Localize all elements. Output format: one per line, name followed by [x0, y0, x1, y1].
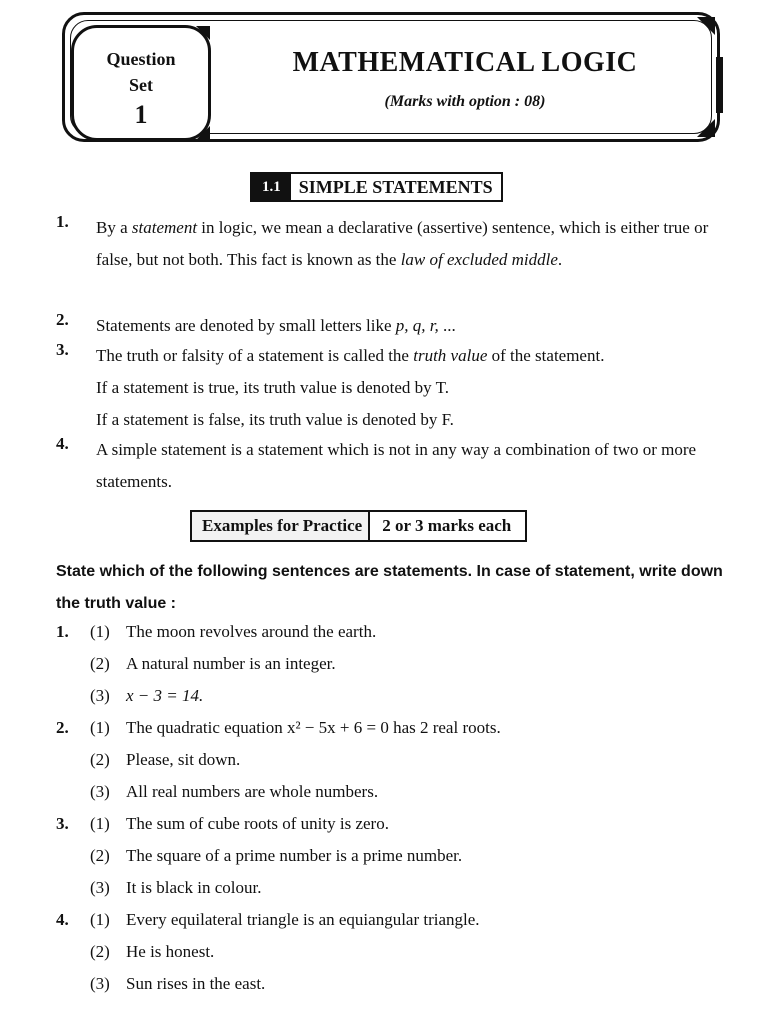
point-number: 1.	[56, 212, 69, 231]
section-title: SIMPLE STATEMENTS	[298, 177, 493, 197]
item-text: It is black in colour.	[126, 878, 262, 897]
exercise-item	[56, 616, 736, 648]
item-label: (1)	[90, 622, 110, 641]
section-number: 1.1	[252, 174, 291, 200]
exercise-instruction: State which of the following sentences are statements. In case of statement, write down the truth value :	[56, 563, 723, 612]
item-text: He is honest.	[126, 942, 215, 961]
exercise-item	[56, 904, 736, 936]
item-text: The quadratic equation x² − 5x + 6 = 0 has 2 real roots.	[126, 718, 501, 737]
item-text: Sun rises in the east.	[126, 974, 266, 993]
exercise-item	[56, 680, 736, 712]
item-label: (3)	[90, 974, 110, 993]
exercise-group	[56, 616, 736, 712]
item-text: Please, sit down.	[126, 750, 241, 769]
item-label: (2)	[90, 942, 110, 961]
item-label: (2)	[90, 654, 110, 673]
exercise-item	[56, 776, 736, 808]
section-heading	[250, 172, 503, 202]
item-text: Every equilateral triangle is an equiangular triangle.	[126, 910, 480, 929]
item-label: (2)	[90, 846, 110, 865]
question-set-label-2: Set	[129, 75, 153, 95]
point-number: 2.	[56, 310, 69, 329]
corner-ornament-icon	[196, 126, 210, 140]
term-truth-value: truth value	[413, 346, 488, 365]
exercise-item	[56, 968, 736, 1000]
practice-heading	[190, 510, 527, 542]
theory-point	[56, 434, 736, 498]
exercise-group	[56, 808, 736, 904]
exercise-number: 2.	[56, 718, 69, 737]
chapter-title: MATHEMATICAL LOGIC	[292, 47, 638, 78]
question-set-label: Question	[106, 49, 176, 69]
point-text: A simple statement is a statement which is not in any way a combination of two or more statements.	[96, 440, 697, 491]
banner-side-bar	[716, 57, 723, 113]
theory-point	[56, 310, 736, 342]
item-text: The sum of cube roots of unity is zero.	[126, 814, 389, 833]
item-text: The moon revolves around the earth.	[126, 622, 377, 641]
item-label: (1)	[90, 814, 110, 833]
corner-ornament-icon	[196, 26, 210, 40]
item-text: x − 3 = 14.	[126, 686, 204, 705]
point-number: 3.	[56, 340, 69, 359]
item-text: A natural number is an integer.	[126, 654, 336, 673]
item-text: All real numbers are whole numbers.	[126, 782, 379, 801]
item-label: (2)	[90, 750, 110, 769]
exercise-item	[56, 712, 736, 744]
exercise-item	[56, 648, 736, 680]
item-label: (1)	[90, 718, 110, 737]
practice-marks: 2 or 3 marks each	[382, 516, 512, 535]
item-text: The square of a prime number is a prime number.	[126, 846, 463, 865]
point-number: 4.	[56, 434, 69, 453]
term-statement: statement	[131, 218, 198, 237]
exercise-item	[56, 744, 736, 776]
theory-point	[56, 212, 736, 276]
item-label: (3)	[90, 782, 110, 801]
chapter-banner	[62, 12, 720, 142]
exercise-item	[56, 808, 736, 840]
exercise-item	[56, 872, 736, 904]
exercise-number: 3.	[56, 814, 69, 833]
exercise-number: 1.	[56, 622, 69, 641]
exercise-item	[56, 936, 736, 968]
practice-label: Examples for Practice	[192, 512, 370, 540]
point-text: The truth or falsity of a statement is called the truth value of the statement. If a statement is true, its truth value is denoted by T. If a statement is false, its truth value is denoted by F.	[96, 346, 605, 429]
corner-ornament-icon	[697, 119, 715, 137]
exercise-group	[56, 712, 736, 808]
question-set-number: 1	[134, 100, 148, 129]
chapter-subtitle: (Marks with option : 08)	[384, 93, 546, 110]
item-label: (1)	[90, 910, 110, 929]
item-label: (3)	[90, 878, 110, 897]
item-label: (3)	[90, 686, 110, 705]
term-law-of-excluded-middle: law of excluded middle	[400, 250, 558, 269]
exercise-item	[56, 840, 736, 872]
exercise-group	[56, 904, 736, 1000]
exercise-number: 4.	[56, 910, 69, 929]
point-text: Statements are denoted by small letters like p, q, r, ...	[96, 316, 456, 335]
question-set-badge	[71, 25, 211, 141]
point-text: By a statement in logic, we mean a declarative (assertive) sentence, which is either true or false, but not both. This fact is known as the law of excluded middle.	[96, 218, 709, 269]
theory-point	[56, 340, 736, 436]
corner-ornament-icon	[697, 17, 715, 35]
